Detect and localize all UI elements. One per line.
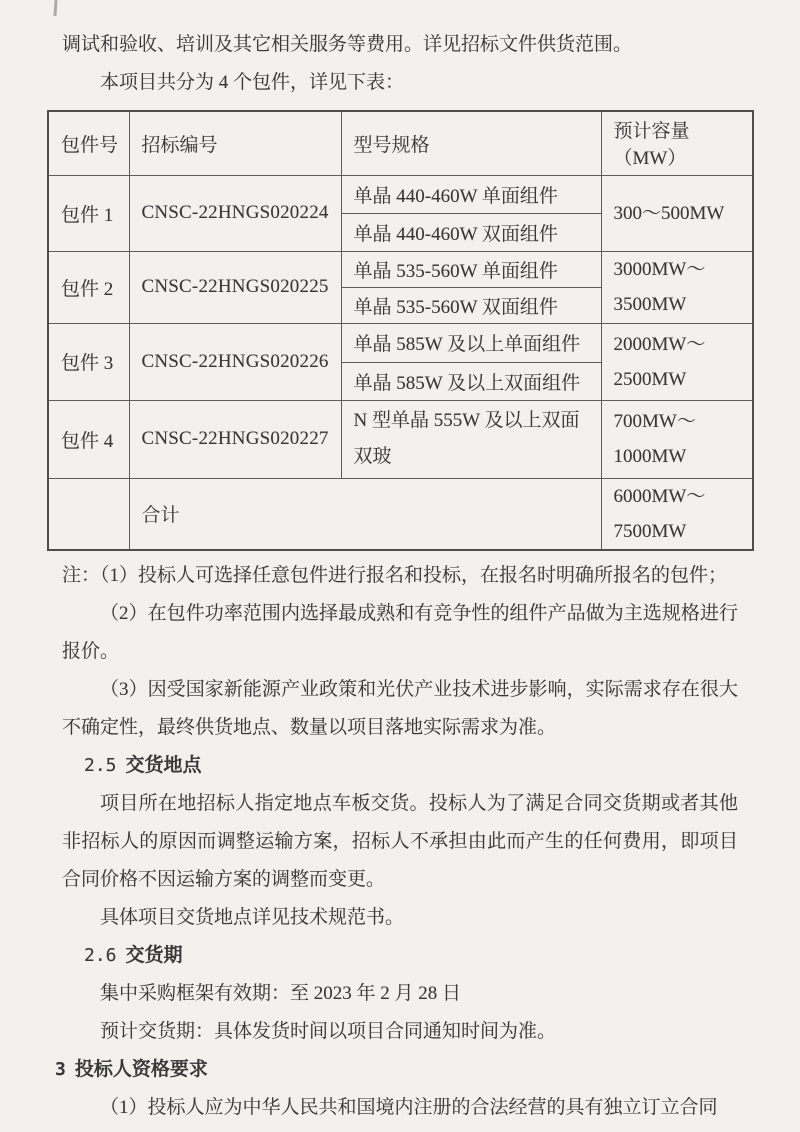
section-heading-2-5 (62, 747, 738, 785)
capacity-line: 2500MW (613, 368, 687, 390)
cell-spec-2b: 单晶 535-560W 双面组件 (341, 287, 601, 323)
header-cell-tender-code: 招标编号 (129, 111, 341, 175)
capacity-line: 300～500MW (613, 202, 725, 224)
section-title: 投标人资格要求 (74, 1058, 208, 1080)
capacity-line: 6000MW～ (613, 485, 706, 507)
section-title: 交货期 (125, 944, 183, 966)
note-paragraph-1: 注：（1）投标人可选择任意包件进行报名和投标，在报名时明确所报名的包件； (62, 564, 728, 586)
section-title: 交货地点 (125, 754, 202, 776)
qualification-paragraph: （1）投标人应为中华人民共和国境内注册的合法经营的具有独立订立合同 (100, 1096, 718, 1118)
cell-capacity-4 (601, 400, 753, 478)
delivery-time-paragraph: 预计交货期：具体发货时间以项目合同通知时间为准。 (100, 1020, 557, 1042)
cell-code-2: CNSC-22HNGS020225 (129, 251, 341, 323)
cell-capacity-3 (601, 323, 753, 400)
capacity-line: 7500MW (613, 520, 687, 542)
capacity-line: 3500MW (613, 294, 687, 315)
intro-paragraph: 调试和验收、培训及其它相关服务等费用。详见招标文件供货范围。 (62, 34, 633, 55)
cell-total-empty (48, 478, 129, 550)
framework-validity-paragraph: 集中采购框架有效期：至 2023 年 2 月 28 日 (100, 982, 462, 1004)
packages-table (47, 110, 754, 551)
note-paragraph-3: （3）因受国家新能源产业政策和光伏产业技术进步影响，实际需求存在很大不确定性，最终供货地点、数量以项目落地实际需求为准。 (62, 678, 738, 738)
section-heading-3 (55, 1051, 738, 1089)
cell-package-2: 包件 2 (48, 251, 129, 323)
cell-code-4: CNSC-22HNGS020227 (129, 400, 341, 478)
table-lead-paragraph: 本项目共分为 4 个包件，详见下表： (100, 72, 405, 93)
cell-spec-2a: 单晶 535-560W 单面组件 (341, 251, 601, 287)
header-cell-model-spec: 型号规格 (341, 111, 601, 175)
capacity-line: 2000MW～ (613, 333, 706, 355)
scan-artifact (53, 0, 57, 16)
package-row-2 (48, 251, 753, 287)
package-row-4 (48, 400, 753, 478)
cell-spec-1a: 单晶 440-460W 单面组件 (341, 175, 601, 213)
cell-total-label: 合计 (129, 478, 601, 550)
section-heading-2-6 (62, 937, 738, 975)
package-row-1 (48, 175, 753, 213)
cell-spec-1b: 单晶 440-460W 双面组件 (341, 213, 601, 251)
note-paragraph-2: （2）在包件功率范围内选择最成熟和有竞争性的组件产品做为主选规格进行报价。 (62, 602, 738, 662)
capacity-line: 3000MW～ (613, 259, 706, 280)
delivery-place-detail-paragraph: 具体项目交货地点详见技术规范书。 (100, 906, 405, 928)
cell-capacity-1 (601, 175, 753, 251)
cell-package-1: 包件 1 (48, 175, 129, 251)
cell-package-3: 包件 3 (48, 323, 129, 400)
header-cell-package-no: 包件号 (48, 111, 129, 175)
table-header-row (48, 111, 753, 175)
cell-code-1: CNSC-22HNGS020224 (129, 175, 341, 251)
section-number: 3 (55, 1058, 66, 1080)
cell-total-capacity (601, 478, 753, 550)
cell-spec-3a: 单晶 585W 及以上单面组件 (341, 323, 601, 362)
section-number: 2.5 (84, 754, 117, 776)
cell-capacity-2 (601, 251, 753, 323)
cell-package-4: 包件 4 (48, 400, 129, 478)
total-row (48, 478, 753, 550)
delivery-place-paragraph: 项目所在地招标人指定地点车板交货。投标人为了满足合同交货期或者其他非招标人的原因而调整运输方案，招标人不承担由此而产生的任何费用，即项目合同价格不因运输方案的调整而变更。 (62, 792, 738, 890)
cell-spec-3b: 单晶 585W 及以上双面组件 (341, 362, 601, 400)
cell-code-3: CNSC-22HNGS020226 (129, 323, 341, 400)
cell-spec-4: N 型单晶 555W 及以上双面双玻 (341, 400, 601, 478)
section-number: 2.6 (84, 944, 117, 966)
package-row-3 (48, 323, 753, 362)
header-cell-capacity: 预计容量（MW） (601, 111, 753, 175)
capacity-line: 700MW～1000MW (613, 411, 696, 467)
